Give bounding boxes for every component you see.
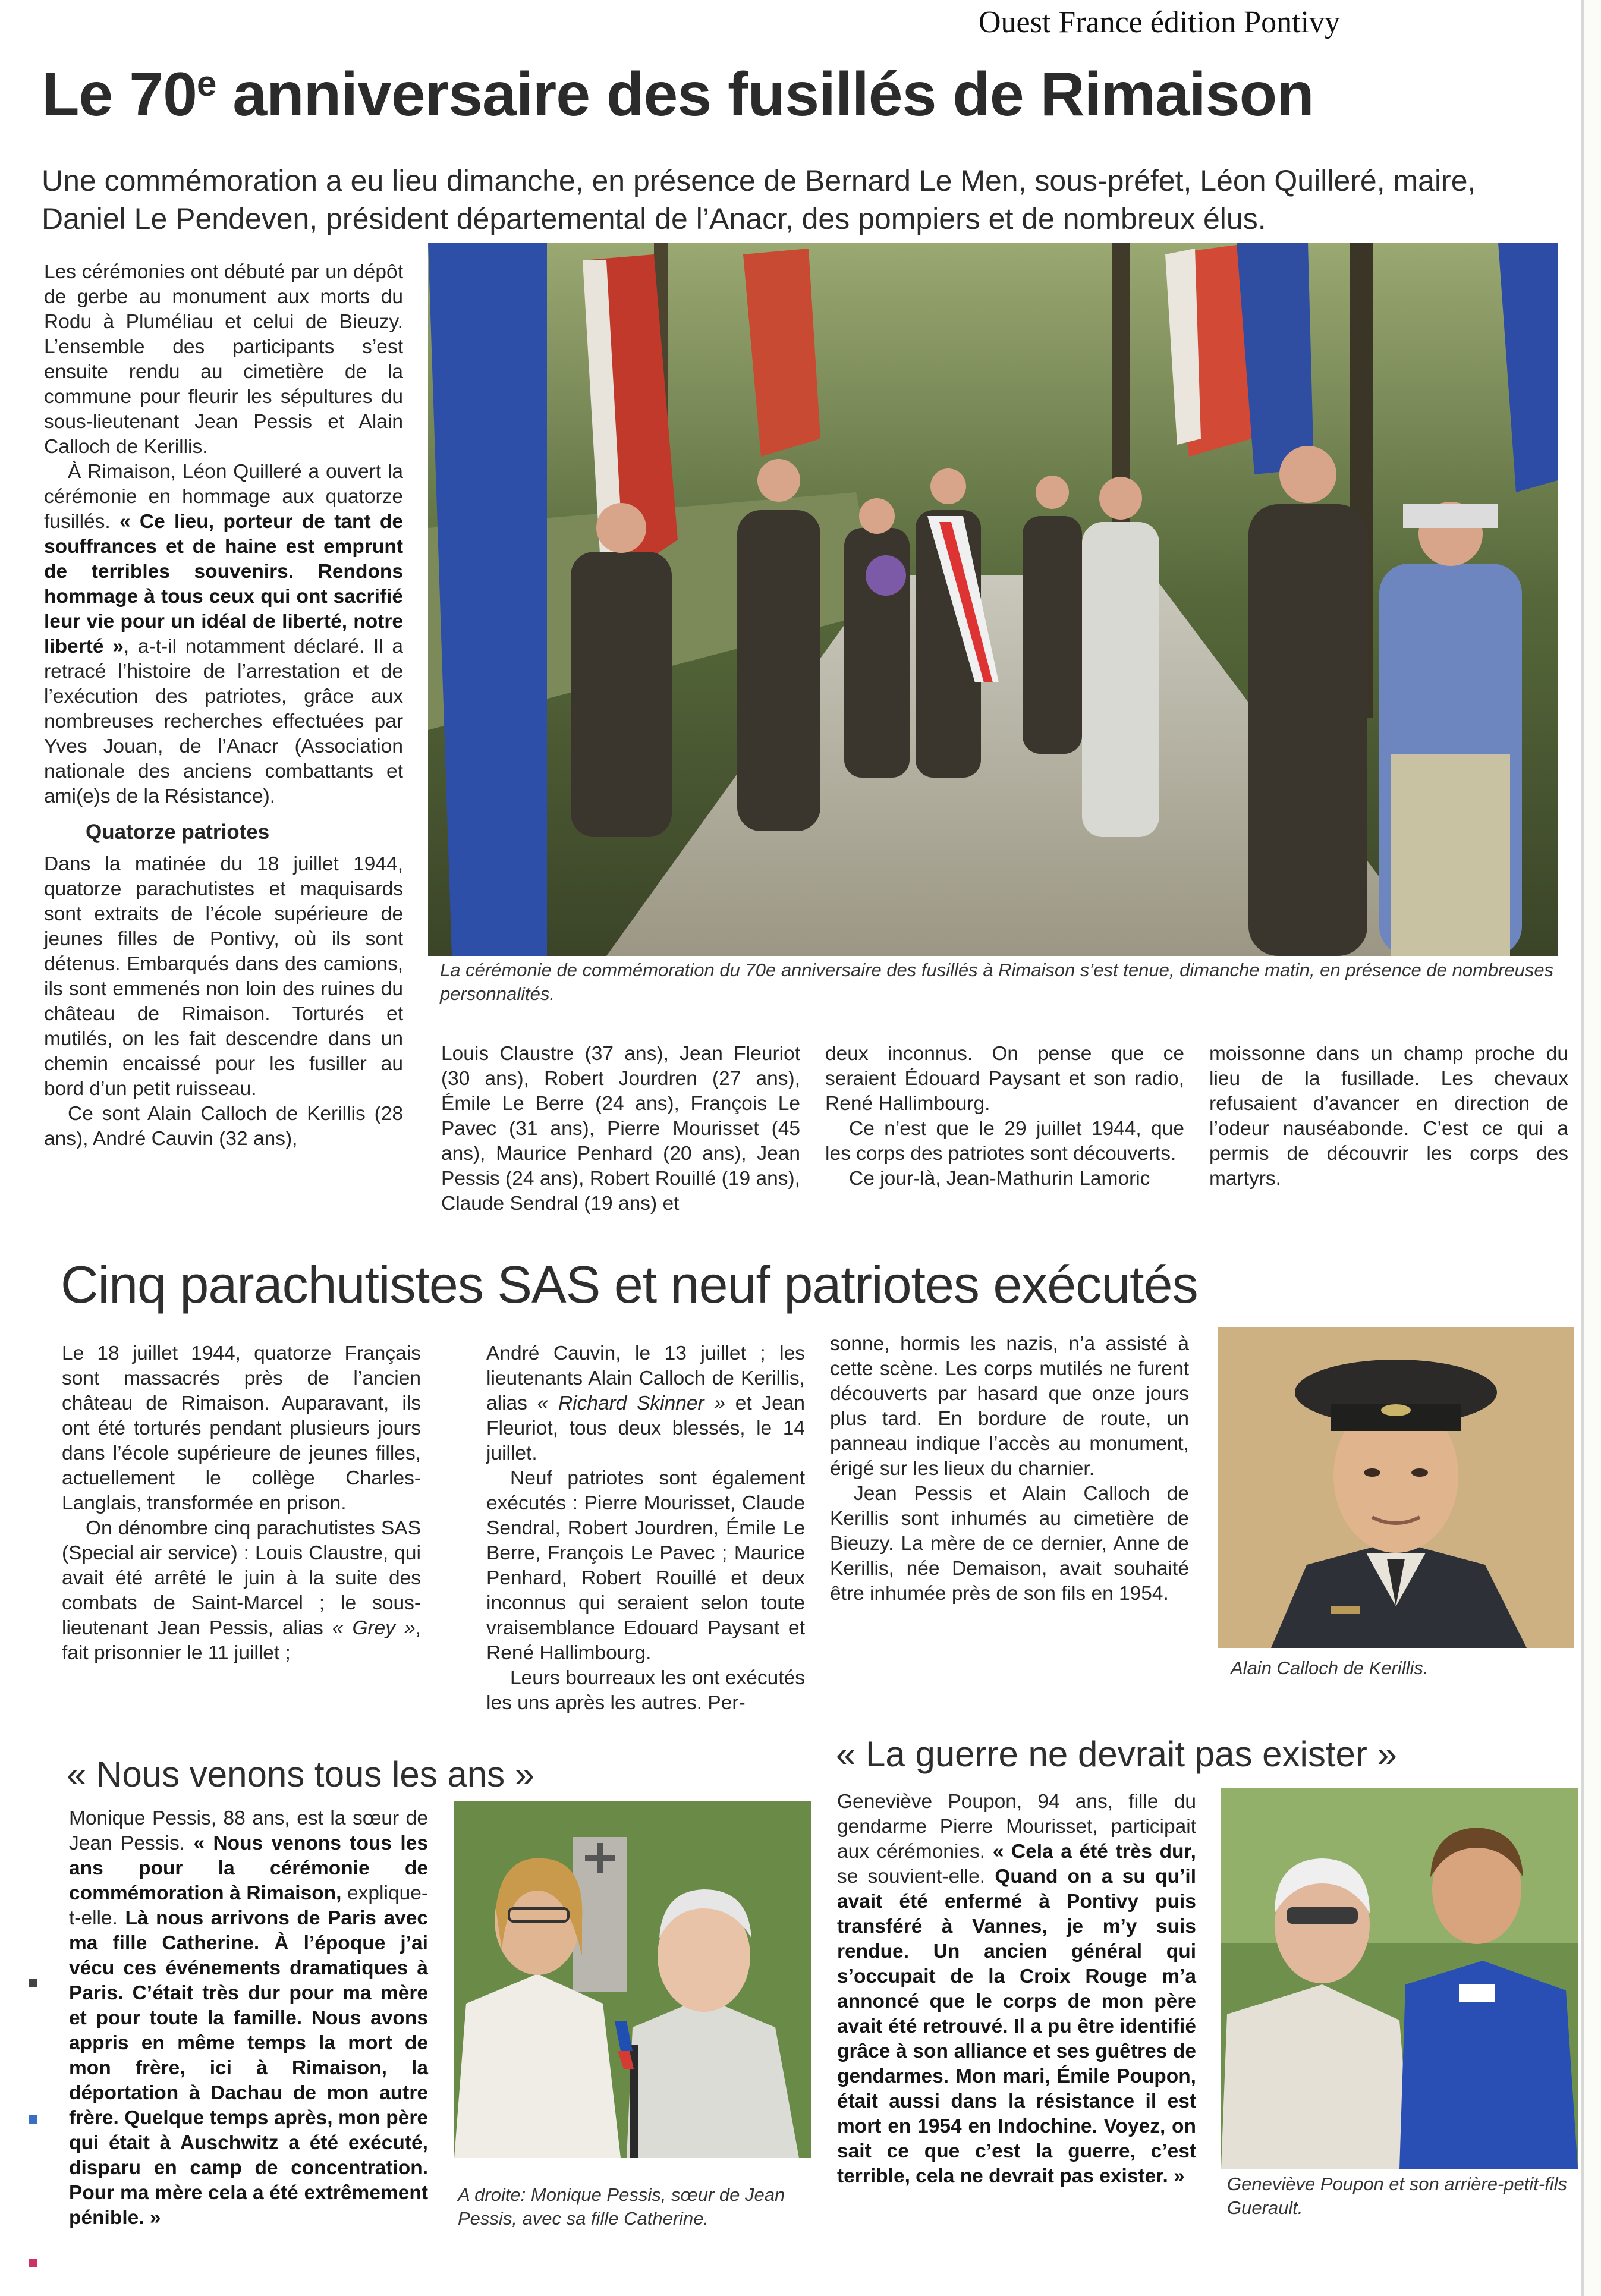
- article4-quote-a: « Cela a été très dur,: [992, 1841, 1196, 1863]
- article1-col3-p1: deux inconnus. On pense que ce seraient Édouard Paysant et son radio, René Hallimbourg.: [825, 1043, 1184, 1115]
- article1-p2-a: À Rimaison, Léon Quilleré a ouvert la cérémonie en hommage aux quatorze fusillés.: [44, 461, 403, 533]
- poupon-photo-caption: Geneviève Poupon et son arrière-petit-fils Guerault.: [1227, 2174, 1568, 2218]
- ceremony-photo-illustration: [428, 243, 1558, 956]
- alias-grey: « Grey »: [332, 1617, 416, 1639]
- article4-quote-b: Quand on a su qu’il avait été enfermé à Pontivy puis transféré à Vannes, je m’y suis rendue. Un ancien général qui s’occupait de la Croix Rouge m’a annoncé que le corps de mon père avait été retrouvé. Il a pu être identifié grâce à son alliance et ses guêtres de gendarmes. Mon mari, Émile Poupon, était aussi dans la résistance il est mort en 1954 en Indochine. Voyez, on sait ce que c’est la guerre, c’est terrible, cela ne devrait pas exister. »: [837, 1866, 1197, 2187]
- ceremony-photo: [428, 243, 1558, 956]
- source-label: Ouest France édition Pontivy: [978, 5, 1341, 39]
- article3-quote-b: Là nous arrivons de Paris avec ma fille Catherine. À l’époque j’ai vécu ces événements dramatiques à Paris. C’était très dur pour ma mère et pour toute la famille. Nous avons appris en même temps la mort de mon frère, ici à Rimaison, la déportation à Dachau de mon autre frère. Quelque temps après, mon père qui était à Auschwitz a été exécuté, disparu en camp de concentration. Pour ma mère cela a été extrêmement pénible. »: [69, 1907, 428, 2229]
- article1-col4: [1209, 1042, 1568, 1191]
- article1-p3: Dans la matinée du 18 juillet 1944, quatorze parachutistes et maquisards sont extraits de l’école supérieure de jeunes filles de Pontivy, où ils sont détenus. Embarqués dans des camions, ils sont emmenés non loin des ruines du château de Rimaison. Torturés et mutilés, on les fait descendre dans un chemin encaissé pour les fusiller au bord d’un petit ruisseau.: [44, 853, 403, 1100]
- standfirst: Une commémoration a eu lieu dimanche, en présence de Bernard Le Men, sous-préfet, Léon Quilleré, maire, Daniel Le Pendeven, président départemental de l’Anacr, des pompiers et de nombreux élus.: [42, 164, 1476, 235]
- article1-p4: Ce sont Alain Calloch de Kerillis (28 ans), André Cauvin (32 ans),: [44, 1103, 403, 1150]
- article4-col: [837, 1789, 1196, 2189]
- subhead-quatorze-patriotes: Quatorze patriotes: [86, 820, 270, 844]
- article2-col2-p2: Neuf patriotes sont également exécutés : Pierre Mourisset, Claude Sendral, Robert Jourdren, Émile Le Berre, François Le Pavec ; Maurice Penhard, Robert Rouillé et deux inconnus qui seraient selon toute vraisemblance Edouard Paysant et René Hallimbourg.: [486, 1467, 805, 1664]
- article1-col3: [825, 1042, 1184, 1191]
- article2-col2-p1-b: et Jean Fleuriot, tous deux blessés, le 14 juillet.: [486, 1392, 805, 1464]
- article4-mid: se souvient-elle.: [837, 1866, 995, 1888]
- pessis-photo-illustration: [454, 1801, 811, 2158]
- article2-col3-p1: sonne, hormis les nazis, n’a assisté à cette scène. Les corps mutilés ne furent découverts par hasard que onze jours plus tard. En bordure de route, un panneau indique l’accès au monument, érigé sur les lieux du charnier.: [830, 1333, 1189, 1480]
- article3-lead: Monique Pessis, 88 ans, est la sœur de Jean Pessis.: [69, 1807, 428, 1854]
- scan-marker: [29, 2259, 37, 2267]
- poupon-photo-illustration: [1221, 1788, 1578, 2169]
- ceremony-photo-caption: La cérémonie de commémoration du 70e anniversaire des fusillés à Rimaison s’est tenue, dimanche matin, en présence de nombreuses personnalités.: [440, 960, 1554, 1004]
- article1-quote: « Ce lieu, porteur de tant de souffrances et de haine est emprunt de terribles souvenirs. Rendons hommage à tous ceux qui ont sacrifié leur vie pour un idéal de liberté, notre liberté »: [44, 511, 403, 658]
- article1-col1: [44, 260, 403, 1152]
- article2-col1-p2-a: On dénombre cinq parachutistes SAS (Special air service) : Louis Claustre, qui avait été arrêté le juin à la suite des combats de Saint-Marcel ; le sous-lieutenant Jean Pessis, alias: [62, 1517, 421, 1639]
- scan-marker: [29, 1979, 37, 1987]
- article4-text: [837, 1789, 1196, 2189]
- article1-p2-b: , a-t-il notamment déclaré. Il a retracé l’histoire de l’arrestation et de l’exécution des patriotes, grâce aux nombreuses recherches effectuées par Yves Jouan, de l’Anacr (Association nationale des anciens combattants et ami(e)s de la Résistance).: [44, 636, 403, 807]
- article1-col4-text: moissonne dans un champ proche du lieu de la fusillade. Les chevaux refusaient d’avancer en direction de l’odeur nauséabonde. C’est ce qui a permis de découvrir les corps des martyrs.: [1209, 1043, 1568, 1190]
- article1-col3-p3: Ce jour-là, Jean-Mathurin Lamoric: [849, 1168, 1150, 1190]
- portrait-photo: [1218, 1327, 1574, 1648]
- article2-title: Cinq parachutistes SAS et neuf patriotes exécutés: [61, 1255, 1198, 1314]
- article3-quote-a: « Nous venons tous les ans pour la cérémonie de commémoration à Rimaison,: [69, 1832, 428, 1904]
- headline-prefix: Le 70: [42, 60, 197, 129]
- article4-title: « La guerre ne devrait pas exister »: [836, 1734, 1397, 1774]
- article1-p2: [44, 460, 403, 809]
- article1-p1: Les cérémonies ont débuté par un dépôt de gerbe au monument aux morts du Rodu à Pluméliau et celui de Bieuzy. L’ensemble des participants s’est ensuite rendu au cimetière de la commune pour fleurir les sépultures du sous-lieutenant Jean Pessis et Alain Calloch de Kerillis.: [44, 261, 403, 458]
- article2-col1-p2: [62, 1516, 421, 1666]
- article1-col2-text: Louis Claustre (37 ans), Jean Fleuriot (30 ans), Robert Jourdren (27 ans), Émile Le Berre (24 ans), François Le Pavec (31 ans), Pierre Mourisset (45 ans), Maurice Penhard (20 ans), Jean Pessis (24 ans), Robert Rouillé (19 ans), Claude Sendral (19 ans) et: [441, 1043, 800, 1215]
- article1-col3-p2: Ce n’est que le 29 juillet 1944, que les corps des patriotes sont découverts.: [825, 1118, 1184, 1165]
- article2-col2-p1-a: André Cauvin, le 13 juillet ; les lieutenants Alain Calloch de Kerillis, alias: [486, 1342, 805, 1414]
- article3-title: « Nous venons tous les ans »: [67, 1754, 535, 1794]
- article2-col1: [62, 1341, 421, 1666]
- article3-text: [69, 1806, 428, 2231]
- article2-col3: [830, 1332, 1189, 1606]
- article2-col1-p1: Le 18 juillet 1944, quatorze Français sont massacrés près de l’ancien château de Rimaison. Auparavant, ils ont été torturés pendant plusieurs jours dans l’école supérieure de jeunes filles, actuellement le collège Charles-Langlais, transformée en prison.: [62, 1342, 421, 1514]
- article2-col2: [486, 1341, 805, 1716]
- article2-col2-p3: Leurs bourreaux les ont exécutés les uns après les autres. Per-: [486, 1667, 805, 1714]
- pessis-photo-caption: A droite: Monique Pessis, sœur de Jean Pessis, avec sa fille Catherine.: [458, 2184, 785, 2229]
- article4-lead: Geneviève Poupon, 94 ans, fille du gendarme Pierre Mourisset, participait aux cérémonies.: [837, 1791, 1196, 1863]
- alias-richard-skinner: « Richard Skinner »: [537, 1392, 725, 1414]
- headline: [42, 59, 1504, 130]
- poupon-photo: [1221, 1788, 1578, 2169]
- article3-mid: explique-t-elle.: [69, 1882, 428, 1929]
- portrait-caption: Alain Calloch de Kerillis.: [1231, 1657, 1429, 1678]
- headline-rest: anniversaire des fusillés de Rimaison: [216, 60, 1314, 129]
- headline-sup: e: [196, 64, 216, 103]
- pessis-photo: [454, 1801, 811, 2158]
- article2-col3-p2: Jean Pessis et Alain Calloch de Kerillis sont inhumés au cimetière de Bieuzy. La mère de ce dernier, Anne de Kerillis, née Demaison, avait souhaité être inhumée près de son fils en 1954.: [830, 1483, 1189, 1605]
- article2-col2-p1: [486, 1341, 805, 1466]
- article3-col: [69, 1806, 428, 2231]
- scan-marker: [29, 2115, 37, 2124]
- article1-col2: [441, 1042, 800, 1216]
- portrait-illustration: [1218, 1327, 1574, 1648]
- article2-col1-p2-b: , fait prisonnier le 11 juillet ;: [62, 1617, 421, 1664]
